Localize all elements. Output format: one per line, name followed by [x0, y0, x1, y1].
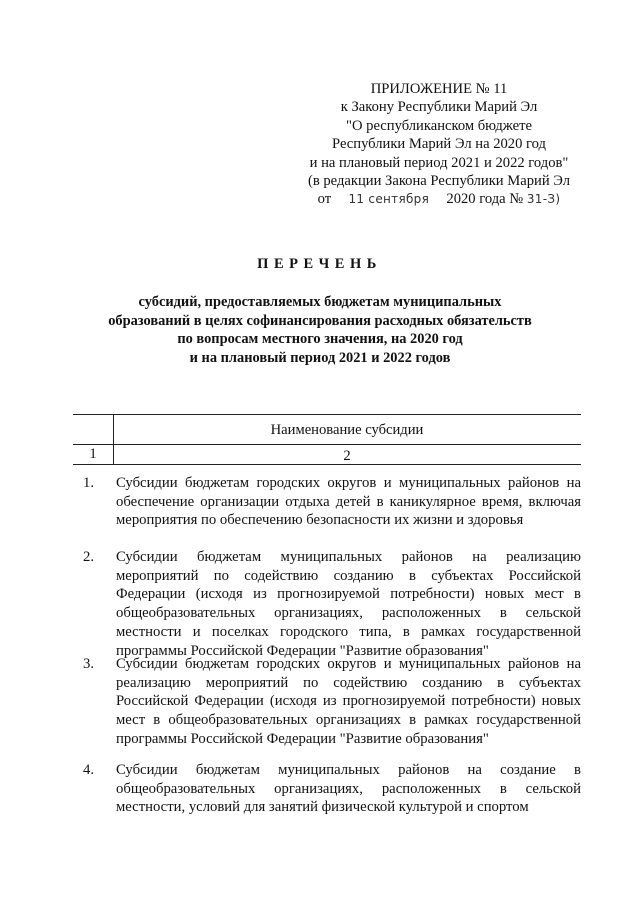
subtitle-line-3: по вопросам местного значения, на 2020 год: [177, 331, 463, 348]
table-column-number-1: 1: [89, 446, 97, 462]
list-item-text: Субсидии бюджетам городских округов и муниципальных районов на обеспечение организации отдыха детей в каникулярное время, включая мероприятия по обеспечению безопасности их жизни и здоровья: [116, 475, 581, 529]
appendix-line-7: [300, 190, 578, 208]
document-title: ПЕРЕЧЕНЬ: [257, 256, 382, 272]
list-item: [73, 548, 581, 660]
list-item: [73, 655, 581, 749]
appendix-header: [300, 80, 578, 209]
list-item-number: 1.: [83, 475, 95, 491]
appendix-handwritten-date: 11 сентября: [348, 192, 430, 207]
appendix-line-1: ПРИЛОЖЕНИЕ № 11: [370, 81, 508, 97]
list-item-text: Субсидии бюджетам городских округов и муниципальных районов на реализацию мероприятий по содействию созданию в субъектах Российской Федерации (исходя из прогнозируемой потребности) новых мест в общеобразовательных организациях в рамках государственной программы Российской Федерации "Развитие образования": [116, 656, 581, 747]
subtitle-line-4: и на плановый период 2021 и 2022 годов: [189, 349, 451, 366]
table-border-middle: [73, 444, 581, 445]
table-border-top: [73, 414, 581, 415]
list-item: [73, 761, 581, 817]
list-item-number: 4.: [83, 762, 95, 778]
list-item-number: 2.: [83, 549, 95, 565]
subtitle-line-2: образований в целях софинансирования расходных обязательств: [108, 312, 532, 329]
list-item: [73, 474, 581, 530]
table-column-number-2: 2: [343, 448, 351, 464]
list-item-text: Субсидии бюджетам муниципальных районов на реализацию мероприятий по содействию созданию в субъектах Российской Федерации (исходя из прогнозируемой потребности) новых мест в общеобразовательных организациях, расположенных в сельской местности и поселках городского типа, в рамках государственной программы Российской Федерации "Развитие образования": [116, 549, 581, 659]
table-header-name: Наименование субсидии: [270, 422, 424, 438]
appendix-line-2: к Закону Республики Марий Эл: [340, 99, 538, 116]
subtitle-line-1: субсидий, предоставляемых бюджетам муниципальных: [138, 294, 502, 310]
appendix-date-suffix: 2020 года №: [446, 191, 524, 208]
appendix-date-prefix: от: [317, 191, 332, 208]
appendix-line-4: Республики Марий Эл на 2020 год: [332, 136, 546, 153]
appendix-line-6: (в редакции Закона Республики Марий Эл: [307, 173, 571, 190]
list-item-number: 3.: [83, 656, 95, 672]
appendix-line-3: "О республиканском бюджете: [346, 117, 532, 134]
appendix-handwritten-number: 31-З): [526, 192, 561, 207]
appendix-line-5: и на плановый период 2021 и 2022 годов": [309, 154, 569, 171]
list-item-text: Субсидии бюджетам муниципальных районов на создание в общеобразовательных организациях, расположенных в сельской местности, условий для занятий физической культурой и спортом: [116, 762, 581, 816]
document-subtitle: [60, 293, 580, 367]
